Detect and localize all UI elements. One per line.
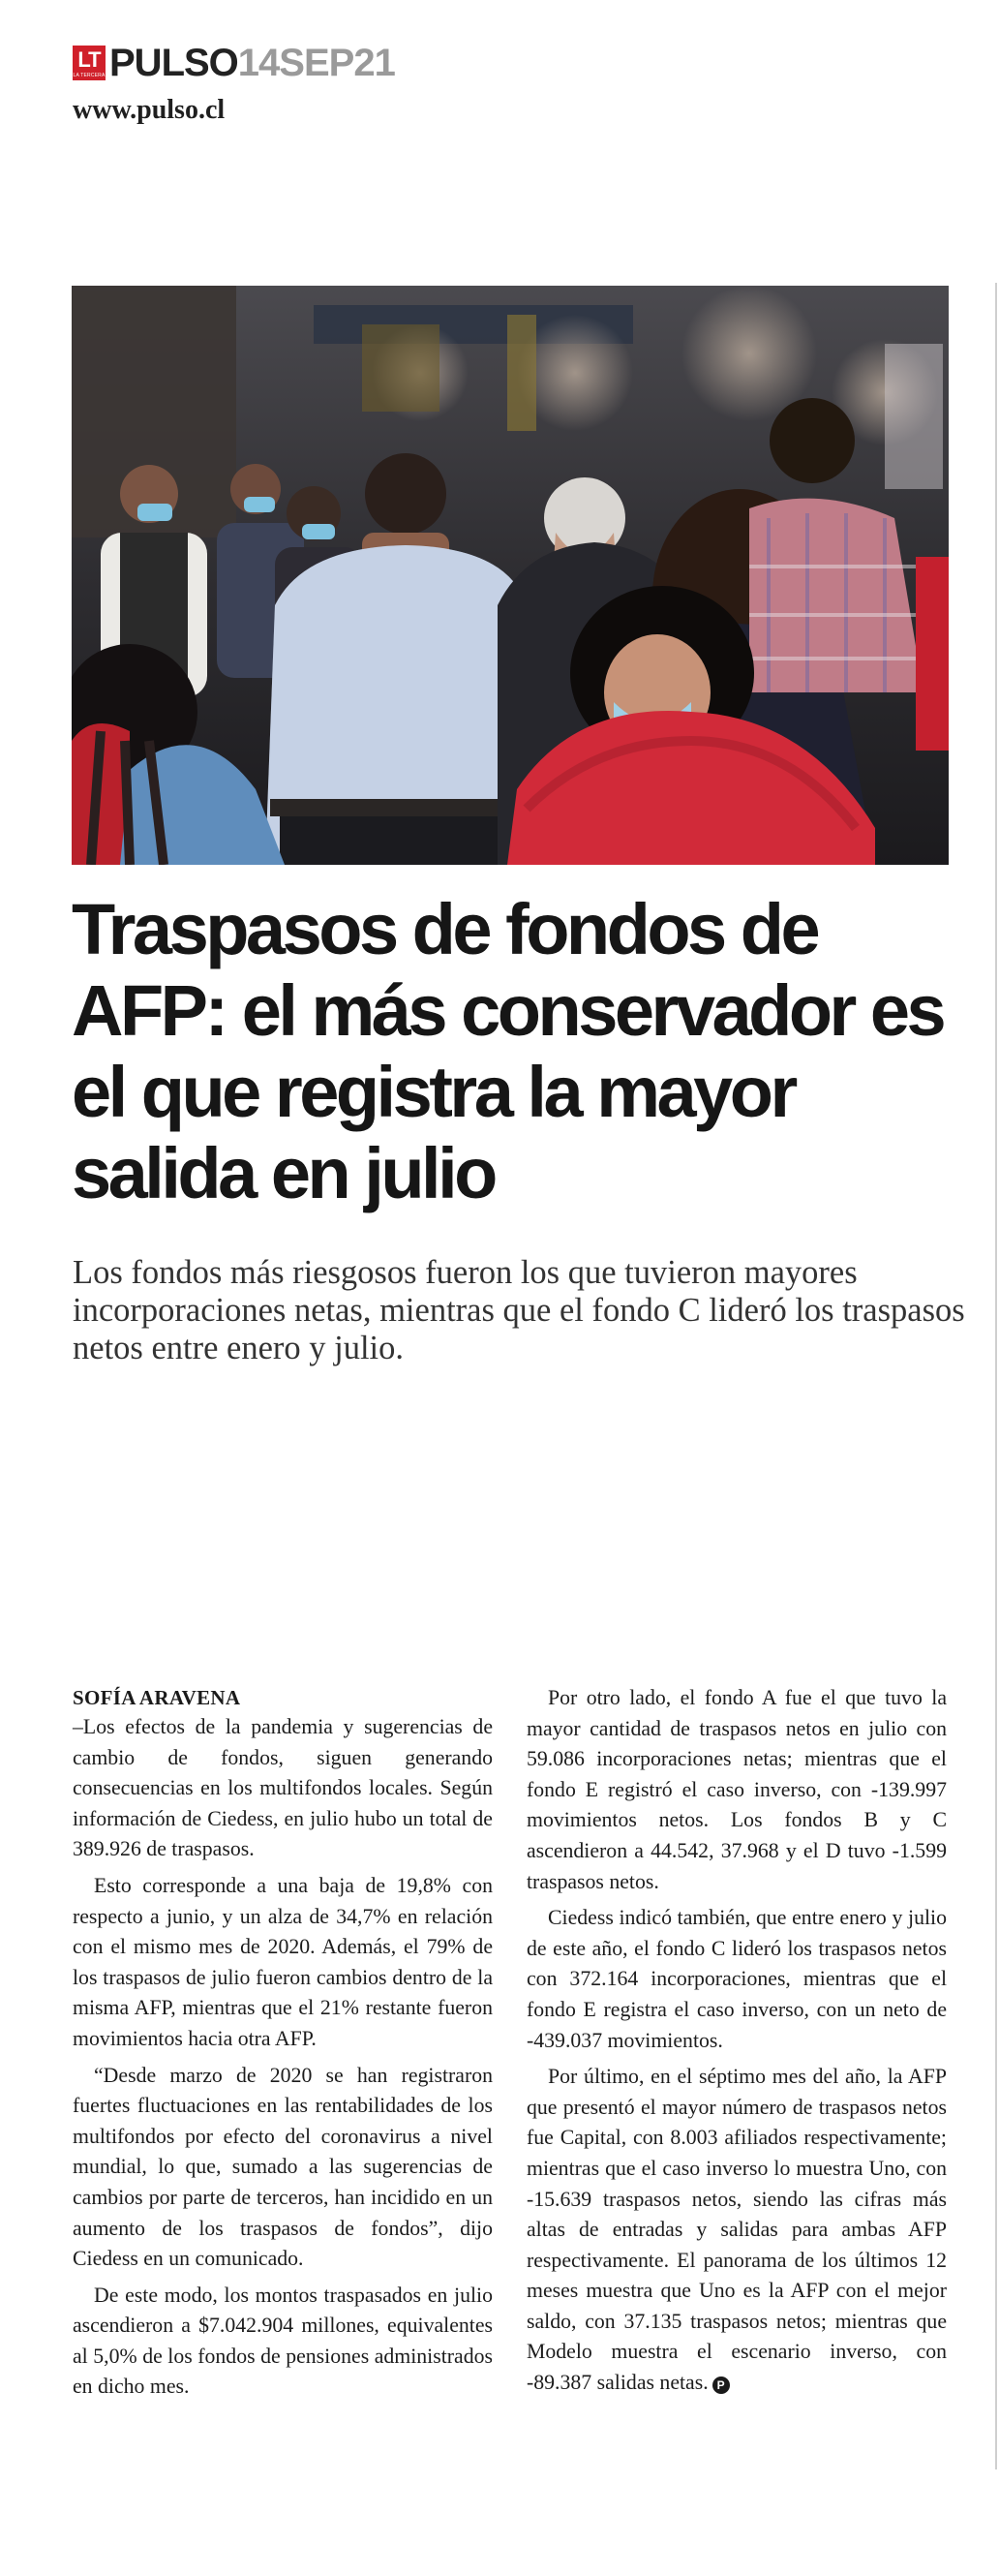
article-byline: SOFÍA ARAVENA bbox=[73, 1686, 241, 1709]
body-paragraph: Esto corresponde a una baja de 19,8% con respecto a junio, y un alza de 34,7% en relación con el mismo mes de 2020. Además, el 79% de los traspasos de julio fueron cambios dentro de la misma AFP, mientras que el 21% restante fueron movimientos hacia otra AFP. bbox=[73, 1873, 493, 2050]
publication-name: PULSO bbox=[109, 42, 238, 84]
page-edge-rule bbox=[995, 283, 997, 2469]
body-paragraph-text: Por último, en el séptimo mes del año, la AFP que presentó el mayor número de traspasos netos fue Capital, con 8.003 afiliados respectivamente; mientras que el caso inverso lo muestra Uno, con -15.639 traspasos netos, siendo las cifras más altas de entradas y salidas para ambas AFP respectivamente. El panorama de los últimos 12 meses muestra que Uno es la AFP con el mejor saldo, con 37.135 traspasos netos; mientras que Modelo muestra el escenario inverso, con -89.387 salidas netas. bbox=[527, 2065, 947, 2395]
article-deck: Los fondos más riesgosos fueron los que tuvieron mayores incorporaciones netas, mientras que el fondo C lideró los traspasos netos entre enero y julio. bbox=[73, 1254, 965, 1366]
body-paragraph: Ciedess indicó también, que entre enero y julio de este año, el fondo C lideró los traspasos netos con 372.164 incorporaciones, mientras que el fondo E registra el caso inverso, con un neto de -439.037 movimientos. bbox=[527, 1906, 947, 2052]
article-photo bbox=[72, 286, 949, 865]
body-paragraph: “Desde marzo de 2020 se han registraron fuertes fluctuaciones en las rentabilidades de los multifondos por efecto del coronavirus a nivel mundial, lo que, sumado a las sugerencias de cambios por parte de terceros, han incidido en un aumento de los traspasos de fondos”, dijo Ciedess en un comunicado. bbox=[73, 2063, 493, 2271]
article-headline: Traspasos de fondos de AFP: el más conservador es el que registra la mayor salida en julio bbox=[72, 889, 944, 1213]
body-paragraph: –Los efectos de la pandemia y sugerencias de cambio de fondos, siguen generando consecuencias en los multifondos locales. Según información de Ciedess, en julio hubo un total de 389.926 de traspasos. bbox=[73, 1715, 493, 1861]
crowd-photo-illustration bbox=[72, 286, 949, 865]
la-tercera-logo bbox=[73, 46, 106, 80]
logo-subtext: LA TERCERA bbox=[73, 73, 106, 78]
masthead-bar bbox=[73, 43, 395, 83]
article-body-right-column bbox=[527, 1683, 947, 2405]
article-body-left-column bbox=[73, 1683, 493, 2408]
body-paragraph-last bbox=[527, 2062, 947, 2399]
end-of-article-mark: P bbox=[712, 2377, 730, 2394]
body-paragraph: De este modo, los montos traspasados en julio ascendieron a $7.042.904 millones, equivalentes al 5,0% de los fondos de pensiones administrados en dicho mes. bbox=[73, 2283, 493, 2399]
body-paragraph: Por otro lado, el fondo A fue el que tuvo la mayor cantidad de traspasos netos en julio con 59.086 incorporaciones netas; mientras que el fondo E registró el caso inverso, con -139.997 movimientos netos. Los fondos B y C ascendieron a 44.542, 37.968 y el D tuvo -1.599 traspasos netos. bbox=[527, 1686, 947, 1893]
website-url: www.pulso.cl bbox=[73, 95, 226, 125]
publication-date: 14SEP21 bbox=[237, 42, 395, 84]
logo-letters: LT bbox=[77, 47, 101, 72]
